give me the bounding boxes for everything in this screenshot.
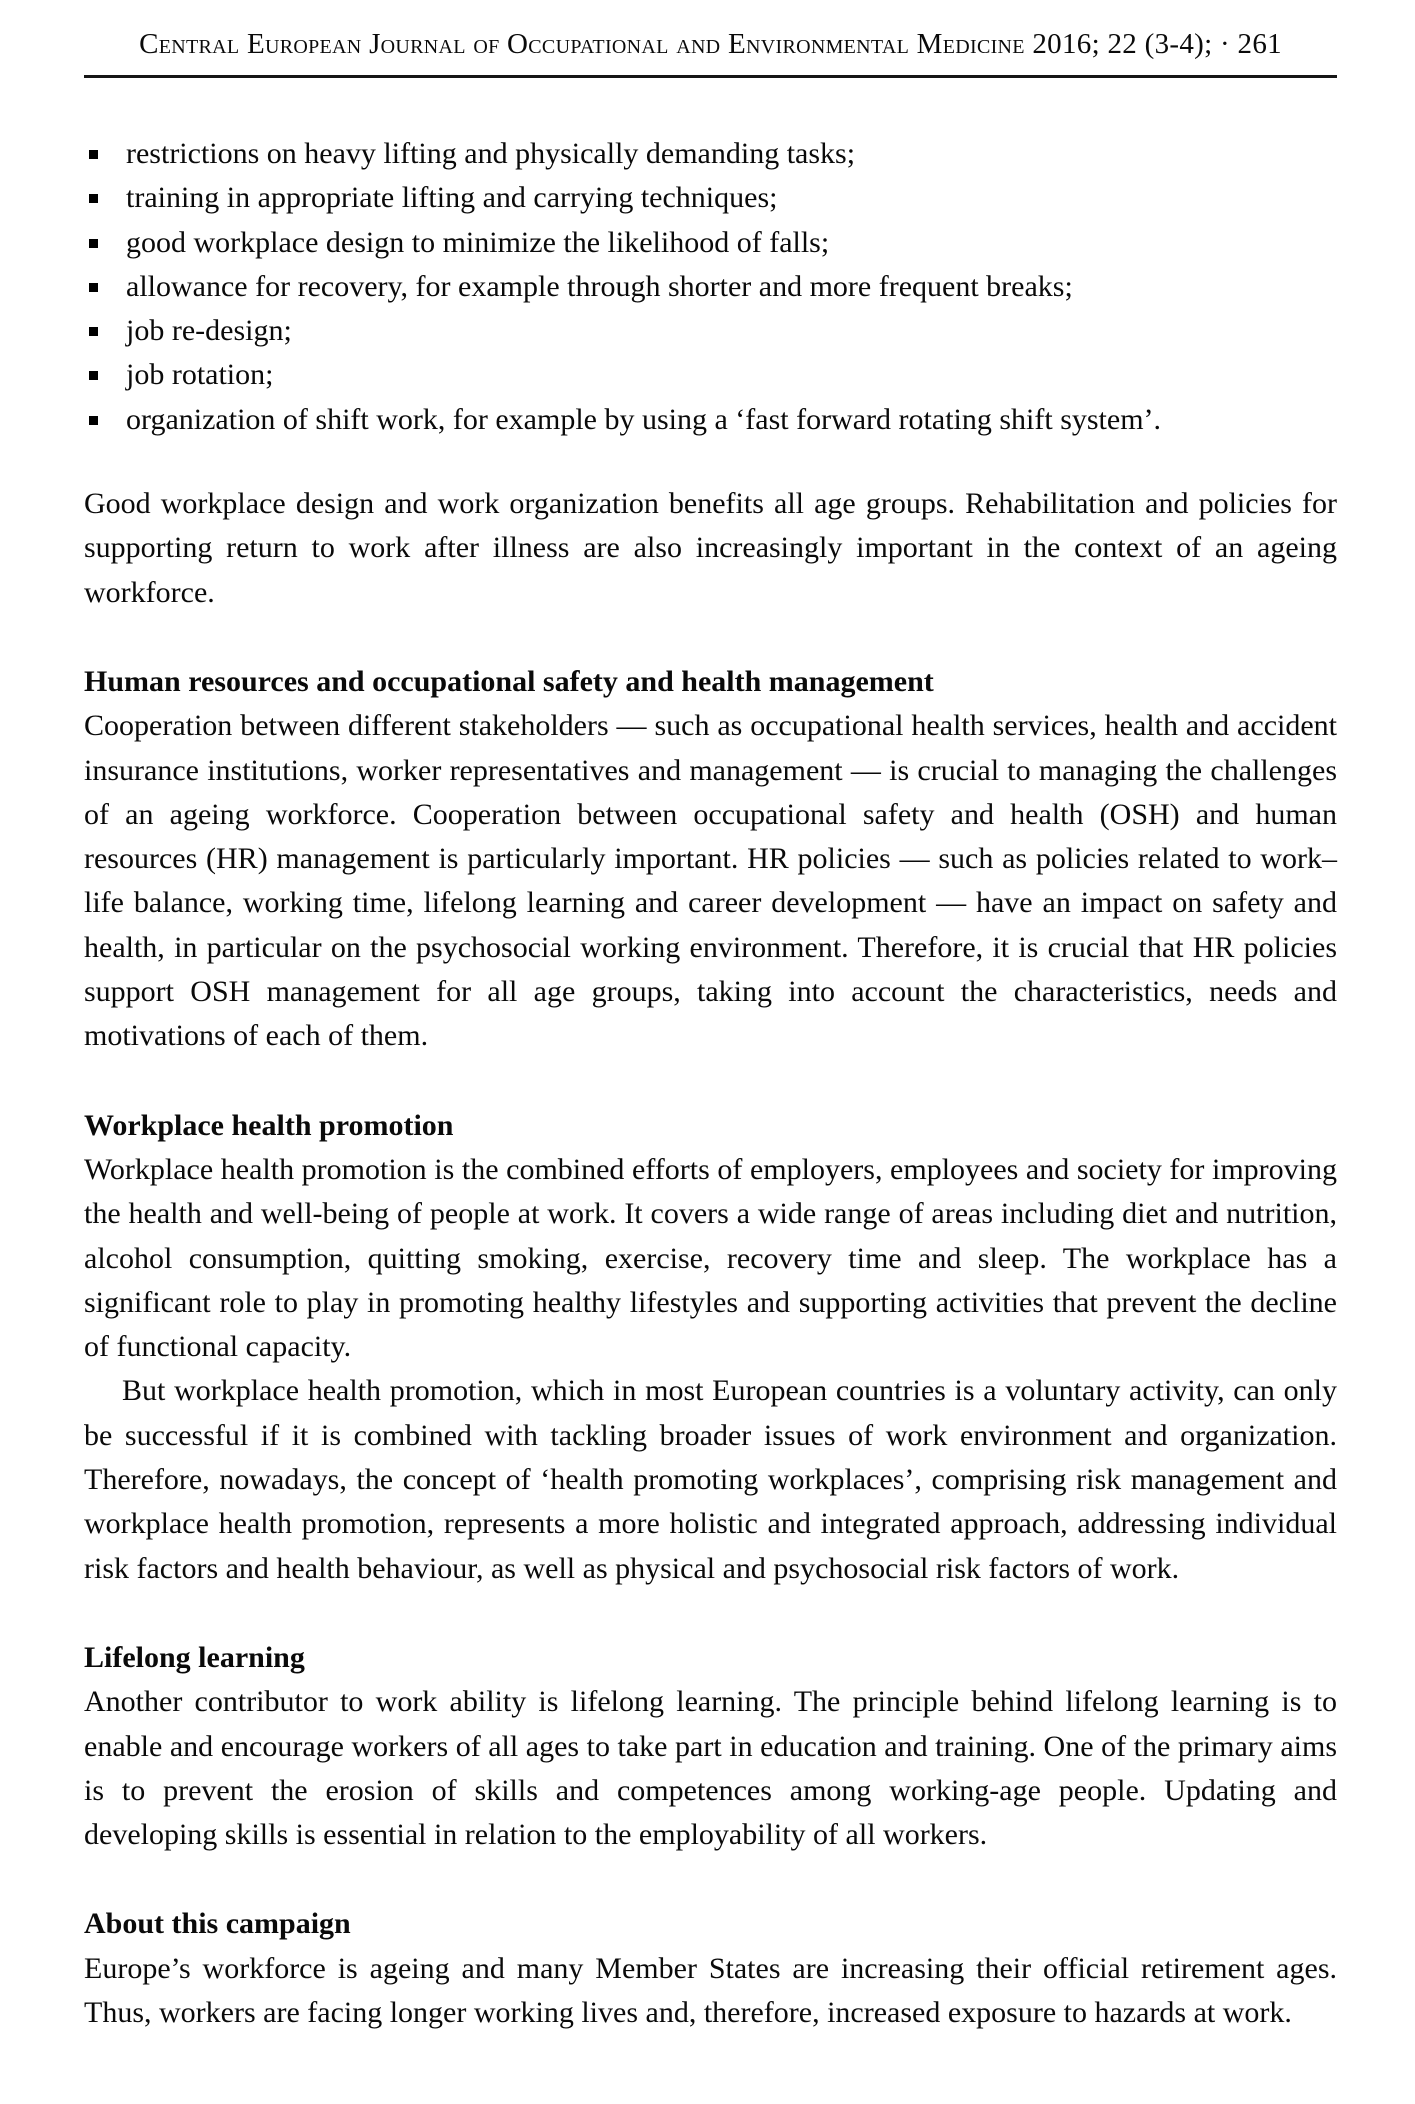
bullet-square-icon bbox=[89, 283, 98, 292]
page-header bbox=[84, 26, 1337, 62]
header-rule bbox=[84, 75, 1337, 78]
list-item bbox=[84, 132, 1337, 176]
bullet-square-icon bbox=[89, 371, 98, 380]
bullet-square-icon bbox=[89, 239, 98, 248]
bullet-list bbox=[84, 132, 1337, 442]
list-item-text: job re-design; bbox=[126, 314, 292, 348]
list-item bbox=[84, 176, 1337, 220]
page-content bbox=[84, 132, 1337, 2035]
list-item-text: restrictions on heavy lifting and physically demanding tasks; bbox=[126, 137, 856, 170]
issue-info: 2016; 22 (3-4); · 261 bbox=[1032, 28, 1282, 60]
hr-osh-paragraph: Cooperation between different stakeholders — such as occupational health services, health and accident insurance institutions, worker representatives and management — is crucial to managing the challenges of an ageing workforce. Cooperation between occupational safety and health (OSH) and human resources (HR) management is particularly important. HR policies — such as policies related to work–life balance, working time, lifelong learning and career development — have an impact on safety and health, in particular on the psychosocial working environment. Therefore, it is crucial that HR policies support OSH management for all age groups, taking into account the characteristics, needs and motivations of each of them. bbox=[84, 709, 1337, 1053]
list-item bbox=[84, 265, 1337, 309]
lifelong-paragraph: Another contributor to work ability is lifelong learning. The principle behind lifelong learning is to enable and encourage workers of all ages to take part in education and training. One of the primary aims is to prevent the erosion of skills and competences among working-age people. Updating and developing skills is essential in relation to the employability of all workers. bbox=[84, 1685, 1337, 1852]
whp-paragraph-1: Workplace health promotion is the combined efforts of employers, employees and society for improving the health and well-being of people at work. It covers a wide range of areas including diet and nutrition, alcohol consumption, quitting smoking, exercise, recovery time and sleep. The workplace has a significant role to play in promoting healthy lifestyles and supporting activities that prevent the decline of functional capacity. bbox=[84, 1152, 1337, 1364]
list-item bbox=[84, 221, 1337, 265]
bullet-square-icon bbox=[89, 416, 98, 425]
list-item bbox=[84, 353, 1337, 397]
heading-lifelong-learning: Lifelong learning bbox=[84, 1640, 305, 1674]
heading-hr-osh: Human resources and occupational safety and health management bbox=[84, 664, 934, 698]
heading-about-this-campaign: About this campaign bbox=[84, 1907, 351, 1941]
bullet-square-icon bbox=[89, 150, 98, 159]
list-item-text: training in appropriate lifting and carrying techniques; bbox=[126, 181, 778, 215]
list-item-text: allowance for recovery, for example through shorter and more frequent breaks; bbox=[126, 269, 1073, 303]
list-item-text: job rotation; bbox=[126, 358, 274, 392]
list-item bbox=[84, 309, 1337, 353]
bullet-square-icon bbox=[89, 327, 98, 336]
intro-paragraph: Good workplace design and work organization benefits all age groups. Rehabilitation and policies for supporting return to work after illness are also increasingly important in the context of an ageing workforce. bbox=[84, 487, 1337, 609]
journal-title: Central European Journal of Occupational and Environmental Medicine bbox=[139, 28, 1025, 60]
heading-workplace-health-promotion: Workplace health promotion bbox=[84, 1108, 454, 1142]
whp-paragraph-2: But workplace health promotion, which in most European countries is a voluntary activity, can only be successful if it is combined with tackling broader issues of work environment and organization. Therefore, nowadays, the concept of ‘health promoting workplaces’, comprising risk management and workplace health promotion, represents a more holistic and integrated approach, addressing individual risk factors and health behaviour, as well as physical and psychosocial risk factors of work. bbox=[84, 1374, 1337, 1585]
bullet-square-icon bbox=[89, 194, 98, 203]
list-item-text: organization of shift work, for example by using a ‘fast forward rotating shift system’. bbox=[126, 402, 1162, 436]
campaign-paragraph: Europe’s workforce is ageing and many Member States are increasing their official retirement ages. Thus, workers are facing longer working lives and, therefore, increased exposure to hazards at work. bbox=[84, 1951, 1337, 2029]
list-item bbox=[84, 398, 1337, 442]
list-item-text: good workplace design to minimize the likelihood of falls; bbox=[126, 225, 830, 259]
